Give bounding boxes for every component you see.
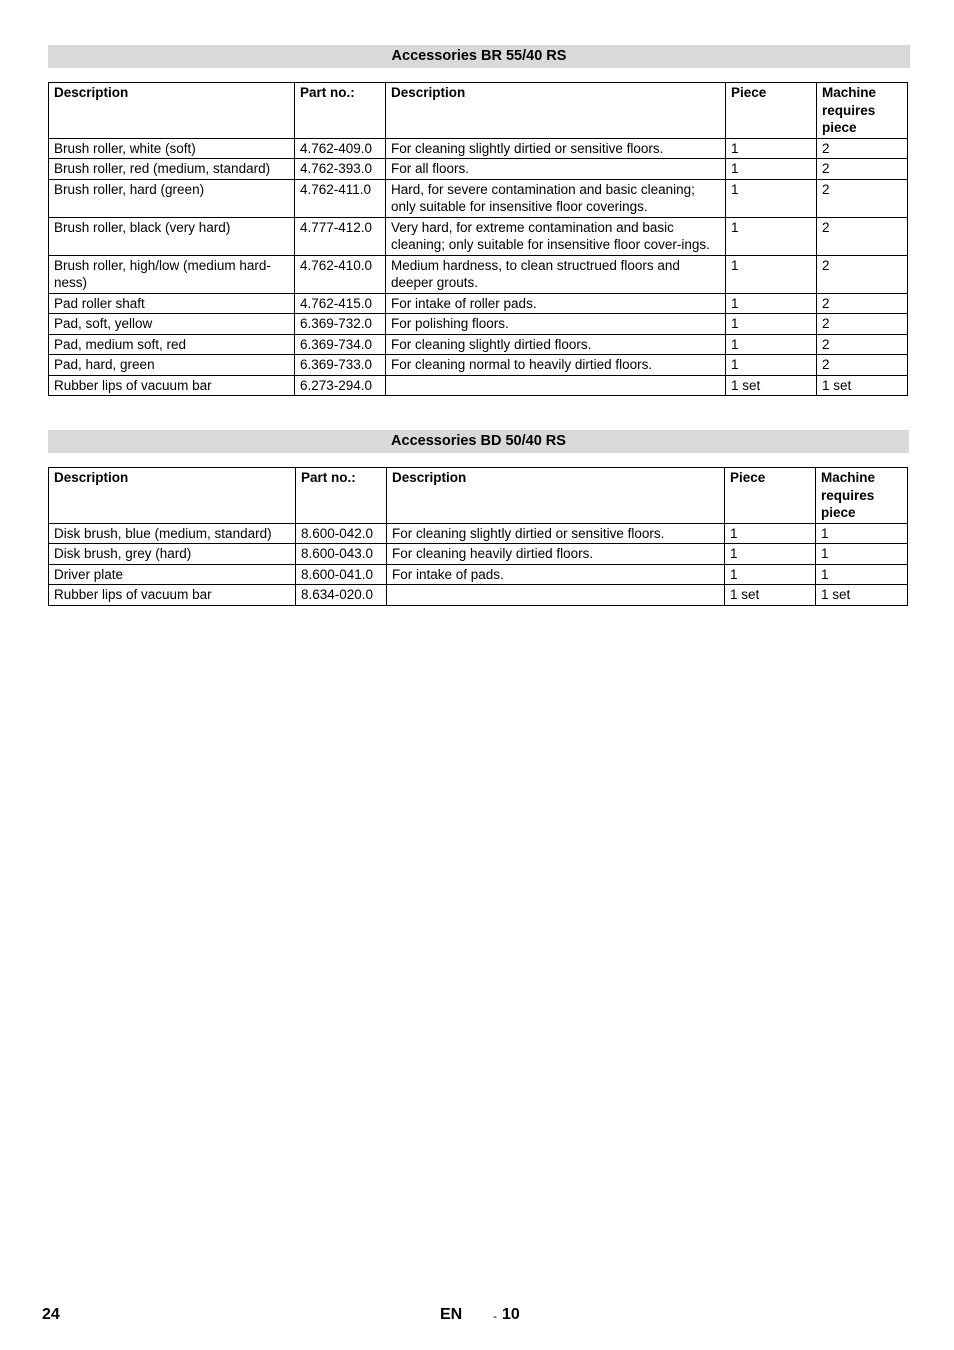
col-header-part-no: Part no.: bbox=[295, 83, 386, 139]
footer-dash: - bbox=[493, 1309, 497, 1323]
section-title-br: Accessories BR 55/40 RS bbox=[48, 45, 910, 68]
table-row bbox=[49, 523, 908, 544]
cell-description: Rubber lips of vacuum bar bbox=[49, 375, 295, 396]
table-row bbox=[49, 293, 908, 314]
section-title-bd: Accessories BD 50/40 RS bbox=[48, 430, 909, 453]
cell-description: Brush roller, white (soft) bbox=[49, 138, 295, 159]
cell-usage: For cleaning heavily dirtied floors. bbox=[387, 544, 725, 565]
cell-piece: 1 bbox=[726, 138, 817, 159]
cell-usage bbox=[386, 375, 726, 396]
col-header-description: Description bbox=[49, 468, 296, 524]
accessories-table-bd bbox=[48, 467, 908, 606]
cell-description: Brush roller, black (very hard) bbox=[49, 217, 295, 255]
cell-usage: Medium hardness, to clean structrued floors and deeper grouts. bbox=[386, 255, 726, 293]
table-row bbox=[49, 585, 908, 606]
col-header-machine-requires: Machine requires piece bbox=[816, 468, 908, 524]
cell-usage: For cleaning slightly dirtied or sensitive floors. bbox=[386, 138, 726, 159]
cell-machine-requires: 2 bbox=[817, 217, 908, 255]
cell-part-no: 4.762-415.0 bbox=[295, 293, 386, 314]
cell-piece: 1 bbox=[726, 179, 817, 217]
cell-machine-requires: 2 bbox=[817, 355, 908, 376]
cell-part-no: 6.369-733.0 bbox=[295, 355, 386, 376]
cell-machine-requires: 2 bbox=[817, 255, 908, 293]
cell-usage: For intake of pads. bbox=[387, 564, 725, 585]
cell-piece: 1 bbox=[726, 355, 817, 376]
col-header-part-no: Part no.: bbox=[296, 468, 387, 524]
cell-part-no: 4.777-412.0 bbox=[295, 217, 386, 255]
cell-machine-requires: 2 bbox=[817, 314, 908, 335]
table-header-row bbox=[49, 468, 908, 524]
cell-piece: 1 bbox=[725, 523, 816, 544]
cell-description: Disk brush, blue (medium, standard) bbox=[49, 523, 296, 544]
col-header-machine-requires: Machine requires piece bbox=[817, 83, 908, 139]
cell-part-no: 6.369-732.0 bbox=[295, 314, 386, 335]
table-row bbox=[49, 179, 908, 217]
cell-part-no: 8.600-042.0 bbox=[296, 523, 387, 544]
cell-part-no: 6.273-294.0 bbox=[295, 375, 386, 396]
table-row bbox=[49, 159, 908, 180]
cell-part-no: 4.762-409.0 bbox=[295, 138, 386, 159]
cell-usage: For polishing floors. bbox=[386, 314, 726, 335]
cell-description: Brush roller, hard (green) bbox=[49, 179, 295, 217]
cell-piece: 1 bbox=[726, 159, 817, 180]
cell-part-no: 4.762-410.0 bbox=[295, 255, 386, 293]
language-code: EN bbox=[440, 1306, 463, 1323]
cell-piece: 1 bbox=[726, 334, 817, 355]
accessories-table-br bbox=[48, 82, 908, 396]
cell-machine-requires: 1 set bbox=[817, 375, 908, 396]
sub-page-number: 10 bbox=[502, 1306, 520, 1323]
cell-description: Pad, hard, green bbox=[49, 355, 295, 376]
cell-piece: 1 set bbox=[725, 585, 816, 606]
table-row bbox=[49, 355, 908, 376]
col-header-piece: Piece bbox=[725, 468, 816, 524]
cell-usage: For cleaning normal to heavily dirtied floors. bbox=[386, 355, 726, 376]
cell-piece: 1 bbox=[726, 217, 817, 255]
cell-description: Rubber lips of vacuum bar bbox=[49, 585, 296, 606]
page-number: 24 bbox=[42, 1306, 60, 1323]
cell-description: Driver plate bbox=[49, 564, 296, 585]
cell-machine-requires: 2 bbox=[817, 179, 908, 217]
cell-description: Pad, medium soft, red bbox=[49, 334, 295, 355]
table-row bbox=[49, 138, 908, 159]
col-header-piece: Piece bbox=[726, 83, 817, 139]
table-row bbox=[49, 255, 908, 293]
cell-machine-requires: 2 bbox=[817, 138, 908, 159]
cell-part-no: 8.634-020.0 bbox=[296, 585, 387, 606]
cell-description: Brush roller, red (medium, standard) bbox=[49, 159, 295, 180]
table-row bbox=[49, 375, 908, 396]
cell-part-no: 6.369-734.0 bbox=[295, 334, 386, 355]
cell-part-no: 4.762-411.0 bbox=[295, 179, 386, 217]
cell-usage: Very hard, for extreme contamination and basic cleaning; only suitable for insensitive floor cover-ings. bbox=[386, 217, 726, 255]
cell-usage: For cleaning slightly dirtied floors. bbox=[386, 334, 726, 355]
table-row bbox=[49, 544, 908, 565]
cell-part-no: 8.600-041.0 bbox=[296, 564, 387, 585]
cell-piece: 1 bbox=[726, 255, 817, 293]
col-header-description: Description bbox=[49, 83, 295, 139]
cell-usage: For intake of roller pads. bbox=[386, 293, 726, 314]
col-header-description-2: Description bbox=[386, 83, 726, 139]
cell-machine-requires: 1 bbox=[816, 564, 908, 585]
cell-machine-requires: 1 set bbox=[816, 585, 908, 606]
cell-part-no: 4.762-393.0 bbox=[295, 159, 386, 180]
table-row bbox=[49, 564, 908, 585]
cell-usage: For cleaning slightly dirtied or sensitive floors. bbox=[387, 523, 725, 544]
cell-piece: 1 bbox=[725, 544, 816, 565]
cell-piece: 1 set bbox=[726, 375, 817, 396]
table-row bbox=[49, 314, 908, 335]
cell-usage: For all floors. bbox=[386, 159, 726, 180]
cell-description: Disk brush, grey (hard) bbox=[49, 544, 296, 565]
table-row bbox=[49, 334, 908, 355]
col-header-description-2: Description bbox=[387, 468, 725, 524]
cell-description: Pad roller shaft bbox=[49, 293, 295, 314]
cell-piece: 1 bbox=[726, 314, 817, 335]
cell-machine-requires: 1 bbox=[816, 544, 908, 565]
cell-machine-requires: 2 bbox=[817, 293, 908, 314]
cell-piece: 1 bbox=[725, 564, 816, 585]
cell-usage bbox=[387, 585, 725, 606]
table-header-row bbox=[49, 83, 908, 139]
cell-usage: Hard, for severe contamination and basic cleaning; only suitable for insensitive floor coverings. bbox=[386, 179, 726, 217]
cell-part-no: 8.600-043.0 bbox=[296, 544, 387, 565]
cell-description: Brush roller, high/low (medium hard-ness) bbox=[49, 255, 295, 293]
cell-piece: 1 bbox=[726, 293, 817, 314]
cell-machine-requires: 2 bbox=[817, 159, 908, 180]
cell-machine-requires: 1 bbox=[816, 523, 908, 544]
table-row bbox=[49, 217, 908, 255]
cell-description: Pad, soft, yellow bbox=[49, 314, 295, 335]
cell-machine-requires: 2 bbox=[817, 334, 908, 355]
